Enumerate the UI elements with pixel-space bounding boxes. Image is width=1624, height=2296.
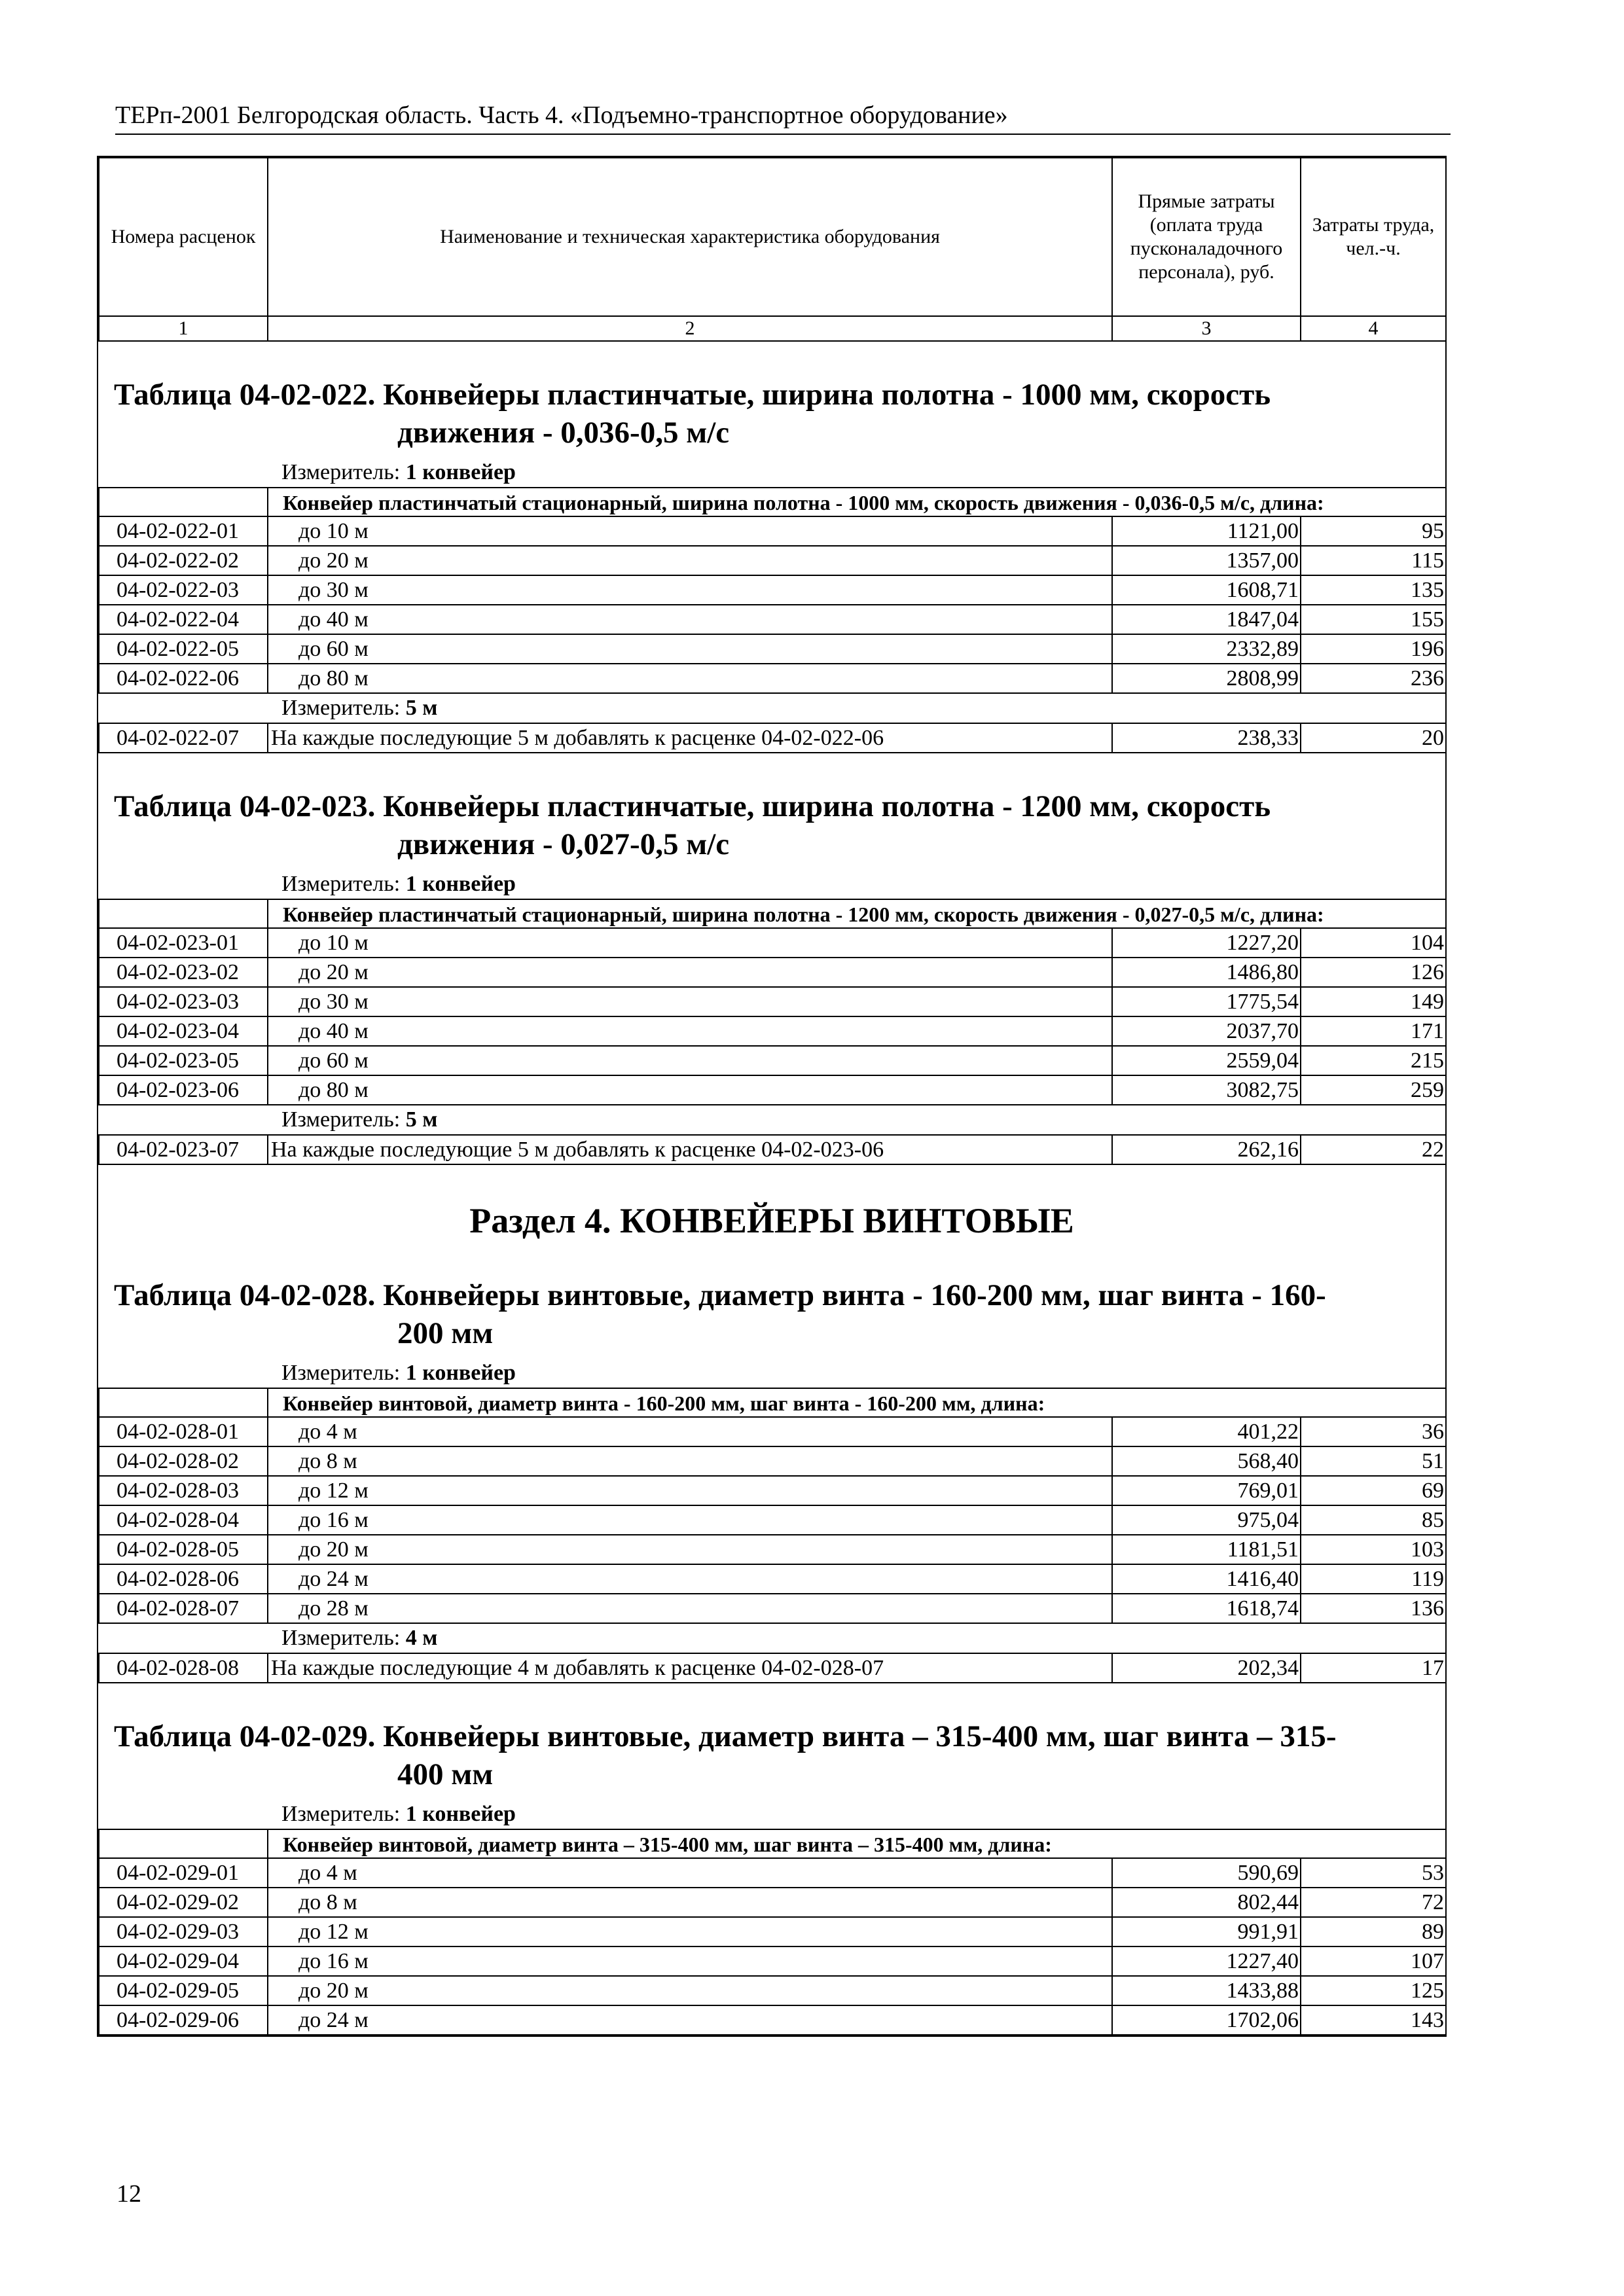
rate-name: до 40 м — [268, 1016, 1112, 1046]
table-title-line: Таблица 04-02-028. Конвейеры винтовые, диаметр винта - 160-200 мм, шаг винта - 160- — [114, 1278, 1326, 1312]
rate-name: до 20 м — [268, 1535, 1112, 1564]
rate-cost: 975,04 — [1112, 1505, 1301, 1535]
table-row — [99, 634, 1446, 664]
rate-code: 04-02-029-01 — [99, 1858, 268, 1888]
rate-cost: 1433,88 — [1112, 1976, 1301, 2005]
measure-label: Измеритель: — [281, 1107, 406, 1132]
measure-unit — [98, 458, 1445, 487]
rate-code: 04-02-023-05 — [99, 1046, 268, 1075]
rate-name: до 16 м — [268, 1946, 1112, 1976]
header-rule — [115, 134, 1451, 135]
rate-code: 04-02-023-03 — [99, 987, 268, 1016]
rate-code: 04-02-022-02 — [99, 546, 268, 575]
table-04-02-029 — [98, 1683, 1445, 2036]
rate-cost: 2332,89 — [1112, 634, 1301, 664]
rate-name: На каждые последующие 5 м добавлять к расценке 04-02-022-06 — [268, 723, 1112, 753]
measure-value: 1 конвейер — [405, 1802, 516, 1826]
column-header-codes: Номера расценок — [99, 158, 268, 316]
rate-labor: 196 — [1301, 634, 1446, 664]
table-row — [99, 1016, 1446, 1046]
rates-table — [98, 1829, 1447, 2036]
table-row — [99, 2005, 1446, 2035]
rate-name: до 60 м — [268, 1046, 1112, 1075]
measure-unit — [98, 1105, 1445, 1134]
rate-name: до 8 м — [268, 1446, 1112, 1476]
table-title-line: Таблица 04-02-029. Конвейеры винтовые, диаметр винта – 315-400 мм, шаг винта – 315- — [114, 1719, 1337, 1753]
rate-cost: 1608,71 — [1112, 575, 1301, 605]
rate-labor: 89 — [1301, 1917, 1446, 1946]
measure-label: Измеритель: — [281, 1361, 406, 1385]
rate-labor: 69 — [1301, 1476, 1446, 1505]
rate-code: 04-02-028-02 — [99, 1446, 268, 1476]
table-row — [99, 605, 1446, 634]
table-title-line: 200 мм — [397, 1316, 494, 1350]
rate-code: 04-02-022-04 — [99, 605, 268, 634]
rate-code: 04-02-028-08 — [99, 1653, 268, 1683]
rate-name: до 28 м — [268, 1594, 1112, 1623]
rate-name: до 10 м — [268, 516, 1112, 546]
rate-code: 04-02-029-05 — [99, 1976, 268, 2005]
rate-cost: 590,69 — [1112, 1858, 1301, 1888]
section-title: Раздел 4. КОНВЕЙЕРЫ ВИНТОВЫЕ — [469, 1201, 1074, 1240]
table-row — [99, 516, 1446, 546]
rate-cost: 1181,51 — [1112, 1535, 1301, 1564]
rate-labor: 125 — [1301, 1976, 1446, 2005]
rate-cost: 2037,70 — [1112, 1016, 1301, 1046]
rate-code: 04-02-029-02 — [99, 1888, 268, 1917]
group-description-row — [99, 488, 1446, 516]
description-code-cell — [99, 899, 268, 928]
rate-code: 04-02-022-01 — [99, 516, 268, 546]
additional-rate-table — [98, 723, 1447, 753]
measure-label: Измеритель: — [281, 1802, 406, 1826]
rate-name: до 40 м — [268, 605, 1112, 634]
measure-value: 1 конвейер — [405, 1361, 516, 1385]
measure-value: 5 м — [405, 696, 438, 720]
table-04-02-023 — [98, 753, 1445, 1165]
table-row — [99, 987, 1446, 1016]
measure-unit — [98, 694, 1445, 723]
group-description-row — [99, 899, 1446, 928]
table-title — [98, 753, 1445, 870]
table-row — [99, 1417, 1446, 1446]
rate-cost: 1357,00 — [1112, 546, 1301, 575]
rates-table — [98, 487, 1447, 694]
rate-labor: 107 — [1301, 1946, 1446, 1976]
rate-labor: 103 — [1301, 1535, 1446, 1564]
rate-name: до 30 м — [268, 575, 1112, 605]
rate-name: до 8 м — [268, 1888, 1112, 1917]
table-title — [98, 1683, 1445, 1800]
rate-name: до 20 м — [268, 958, 1112, 987]
table-row — [99, 1075, 1446, 1105]
rate-name: до 16 м — [268, 1505, 1112, 1535]
table-row — [99, 1476, 1446, 1505]
rate-code: 04-02-023-04 — [99, 1016, 268, 1046]
rate-code: 04-02-029-06 — [99, 2005, 268, 2035]
rate-labor: 119 — [1301, 1564, 1446, 1594]
rate-code: 04-02-022-03 — [99, 575, 268, 605]
rate-code: 04-02-028-03 — [99, 1476, 268, 1505]
rates-table — [98, 1388, 1447, 1624]
table-title-line: Таблица 04-02-023. Конвейеры пластинчатые, ширина полотна - 1200 мм, скорость — [114, 789, 1271, 823]
rate-name: до 20 м — [268, 546, 1112, 575]
table-title-line: движения - 0,036-0,5 м/с — [397, 416, 730, 450]
table-title — [98, 342, 1445, 458]
rate-name: до 30 м — [268, 987, 1112, 1016]
table-04-02-028 — [98, 1242, 1445, 1683]
rate-code: 04-02-029-03 — [99, 1917, 268, 1946]
rates-rows — [99, 1858, 1446, 2035]
rates-rows — [99, 516, 1446, 693]
table-row — [99, 1594, 1446, 1623]
table-row — [99, 1535, 1446, 1564]
table-row — [99, 664, 1446, 693]
column-header-labor: Затраты труда, чел.-ч. — [1301, 158, 1446, 316]
measure-unit — [98, 870, 1445, 899]
rate-cost: 1227,20 — [1112, 928, 1301, 958]
rate-labor: 51 — [1301, 1446, 1446, 1476]
rate-labor: 126 — [1301, 958, 1446, 987]
rate-cost: 802,44 — [1112, 1888, 1301, 1917]
rate-cost: 1702,06 — [1112, 2005, 1301, 2035]
rate-cost: 1775,54 — [1112, 987, 1301, 1016]
table-row — [99, 958, 1446, 987]
measure-value: 1 конвейер — [405, 460, 516, 484]
additional-rate-row — [99, 723, 1446, 753]
description-code-cell — [99, 1388, 268, 1417]
rate-labor: 149 — [1301, 987, 1446, 1016]
rate-labor: 135 — [1301, 575, 1446, 605]
rate-labor: 136 — [1301, 1594, 1446, 1623]
table-04-02-022 — [98, 342, 1445, 753]
measure-value: 1 конвейер — [405, 872, 516, 896]
rate-code: 04-02-023-06 — [99, 1075, 268, 1105]
description-code-cell — [99, 1829, 268, 1858]
group-description-row — [99, 1388, 1446, 1417]
table-row — [99, 546, 1446, 575]
rate-name: до 4 м — [268, 1417, 1112, 1446]
table-title-line: Таблица 04-02-022. Конвейеры пластинчатые, ширина полотна - 1000 мм, скорость — [114, 378, 1271, 412]
rate-cost: 1416,40 — [1112, 1564, 1301, 1594]
rates-rows — [99, 1417, 1446, 1623]
column-number: 2 — [268, 316, 1112, 341]
table-row — [99, 1564, 1446, 1594]
rate-name: до 20 м — [268, 1976, 1112, 2005]
rate-labor: 215 — [1301, 1046, 1446, 1075]
rate-labor: 259 — [1301, 1075, 1446, 1105]
rate-code: 04-02-023-01 — [99, 928, 268, 958]
column-number: 1 — [99, 316, 268, 341]
group-description: Конвейер пластинчатый стационарный, ширина полотна - 1200 мм, скорость движения - 0,027-0,5 м/с, длина: — [268, 899, 1446, 928]
additional-rate-row — [99, 1653, 1446, 1683]
rate-name: На каждые последующие 4 м добавлять к расценке 04-02-028-07 — [268, 1653, 1112, 1683]
measure-label: Измеритель: — [281, 872, 406, 896]
group-description: Конвейер винтовой, диаметр винта – 315-400 мм, шаг винта – 315-400 мм, длина: — [268, 1829, 1446, 1858]
rate-code: 04-02-022-05 — [99, 634, 268, 664]
group-description-row — [99, 1829, 1446, 1858]
measure-value: 5 м — [405, 1107, 438, 1132]
rate-name: до 80 м — [268, 664, 1112, 693]
measure-unit — [98, 1624, 1445, 1653]
rate-labor: 85 — [1301, 1505, 1446, 1535]
rate-cost: 1227,40 — [1112, 1946, 1301, 1976]
rate-cost: 2808,99 — [1112, 664, 1301, 693]
rate-code: 04-02-022-07 — [99, 723, 268, 753]
rate-name: до 24 м — [268, 2005, 1112, 2035]
table-row — [99, 1446, 1446, 1476]
measure-unit — [98, 1800, 1445, 1829]
table-row — [99, 1505, 1446, 1535]
rate-name: до 10 м — [268, 928, 1112, 958]
rate-cost: 1121,00 — [1112, 516, 1301, 546]
rate-labor: 115 — [1301, 546, 1446, 575]
rate-cost: 3082,75 — [1112, 1075, 1301, 1105]
additional-rate-table — [98, 1653, 1447, 1683]
column-number: 3 — [1112, 316, 1301, 341]
table-row — [99, 1976, 1446, 2005]
column-headers — [99, 158, 1446, 316]
rate-labor: 17 — [1301, 1653, 1446, 1683]
column-header-cost: Прямые затраты (оплата труда пусконаладочного персонала), руб. — [1112, 158, 1301, 316]
rate-labor: 155 — [1301, 605, 1446, 634]
group-description: Конвейер пластинчатый стационарный, ширина полотна - 1000 мм, скорость движения - 0,036-0,5 м/с, длина: — [268, 488, 1446, 516]
rate-code: 04-02-022-06 — [99, 664, 268, 693]
rate-code: 04-02-028-06 — [99, 1564, 268, 1594]
page-header: ТЕРп-2001 Белгородская область. Часть 4. «Подъемно-транспортное оборудование» — [115, 101, 1008, 129]
table-row — [99, 575, 1446, 605]
rate-name: до 12 м — [268, 1917, 1112, 1946]
rate-name: до 24 м — [268, 1564, 1112, 1594]
rate-labor: 36 — [1301, 1417, 1446, 1446]
rate-cost: 1486,80 — [1112, 958, 1301, 987]
rate-cost: 401,22 — [1112, 1417, 1301, 1446]
group-description: Конвейер винтовой, диаметр винта - 160-200 мм, шаг винта - 160-200 мм, длина: — [268, 1388, 1446, 1417]
rate-cost: 262,16 — [1112, 1135, 1301, 1164]
rate-cost: 568,40 — [1112, 1446, 1301, 1476]
rate-name: до 12 м — [268, 1476, 1112, 1505]
rate-code: 04-02-028-07 — [99, 1594, 268, 1623]
table-row — [99, 1946, 1446, 1976]
rate-cost: 1847,04 — [1112, 605, 1301, 634]
rate-code: 04-02-028-05 — [99, 1535, 268, 1564]
rate-cost: 769,01 — [1112, 1476, 1301, 1505]
table-title-line: движения - 0,027-0,5 м/с — [397, 827, 730, 861]
table-row — [99, 1046, 1446, 1075]
rate-labor: 104 — [1301, 928, 1446, 958]
rate-labor: 236 — [1301, 664, 1446, 693]
rate-name: На каждые последующие 5 м добавлять к расценке 04-02-023-06 — [268, 1135, 1112, 1164]
measure-label: Измеритель: — [281, 696, 406, 720]
rate-labor: 143 — [1301, 2005, 1446, 2035]
rate-code: 04-02-023-07 — [99, 1135, 268, 1164]
rate-code: 04-02-023-02 — [99, 958, 268, 987]
rate-labor: 95 — [1301, 516, 1446, 546]
rates-table — [98, 899, 1447, 1105]
rate-cost: 2559,04 — [1112, 1046, 1301, 1075]
rate-cost: 202,34 — [1112, 1653, 1301, 1683]
measure-value: 4 м — [405, 1626, 438, 1650]
rate-cost: 238,33 — [1112, 723, 1301, 753]
table-row — [99, 928, 1446, 958]
table-row — [99, 1917, 1446, 1946]
rate-cost: 1618,74 — [1112, 1594, 1301, 1623]
column-number: 4 — [1301, 316, 1446, 341]
rate-name: до 80 м — [268, 1075, 1112, 1105]
rates-rows — [99, 928, 1446, 1105]
measure-unit — [98, 1359, 1445, 1388]
measure-label: Измеритель: — [281, 460, 406, 484]
rate-labor: 20 — [1301, 723, 1446, 753]
rate-code: 04-02-028-01 — [99, 1417, 268, 1446]
table-title — [98, 1242, 1445, 1359]
rate-name: до 4 м — [268, 1858, 1112, 1888]
rate-labor: 22 — [1301, 1135, 1446, 1164]
additional-rate-table — [98, 1134, 1447, 1165]
rate-name: до 60 м — [268, 634, 1112, 664]
rate-labor: 53 — [1301, 1858, 1446, 1888]
column-header-name: Наименование и техническая характеристика оборудования — [268, 158, 1112, 316]
rate-code: 04-02-028-04 — [99, 1505, 268, 1535]
table-row — [99, 1888, 1446, 1917]
column-header-table — [98, 157, 1447, 342]
rate-code: 04-02-029-04 — [99, 1946, 268, 1976]
page-number: 12 — [117, 2180, 141, 2208]
description-code-cell — [99, 488, 268, 516]
measure-label: Измеритель: — [281, 1626, 406, 1650]
rate-labor: 72 — [1301, 1888, 1446, 1917]
rate-cost: 991,91 — [1112, 1917, 1301, 1946]
column-numbers — [99, 316, 1446, 341]
table-row — [99, 1858, 1446, 1888]
rate-labor: 171 — [1301, 1016, 1446, 1046]
table-title-line: 400 мм — [397, 1757, 494, 1791]
additional-rate-row — [99, 1135, 1446, 1164]
rates-document — [97, 156, 1447, 2037]
